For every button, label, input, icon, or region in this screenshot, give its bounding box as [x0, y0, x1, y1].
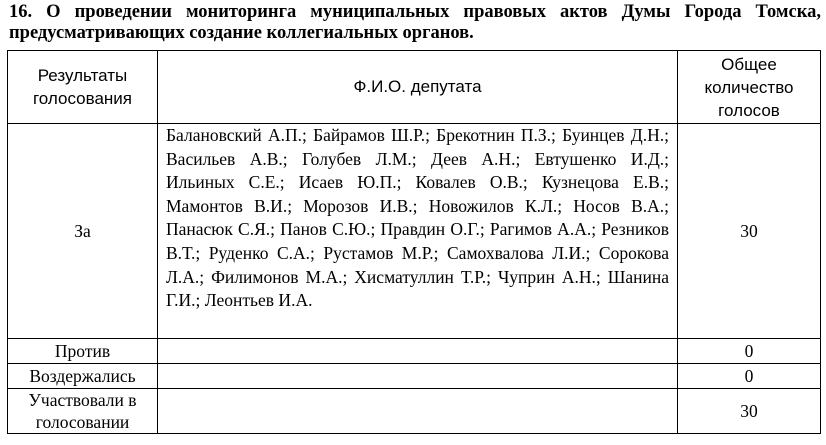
- header-voting-results: Результаты голосования: [8, 51, 158, 124]
- vote-count: 0: [678, 364, 821, 389]
- deputy-list: [158, 389, 678, 434]
- result-label: Воздержались: [8, 364, 158, 389]
- deputy-list: [158, 124, 678, 339]
- table-row: [8, 339, 821, 364]
- voting-results-table: [7, 50, 821, 434]
- result-label: За: [8, 124, 158, 339]
- table-row: [8, 124, 821, 339]
- vote-count: 0: [678, 339, 821, 364]
- vote-count: 30: [678, 124, 821, 339]
- table-row: [8, 389, 821, 434]
- deputy-list-text: Балановский А.П.; Байрамов Ш.Р.; Брекотнин П.З.; Буинцев Д.Н.; Васильев А.В.; Голубев Л.М.; Деев А.Н.; Евтушенко И.Д.; Ильиных С.Е.; Исаев Ю.П.; Ковалев О.В.; Кузнецова Е.В.; Мамонтов В.И.; Морозов И.В.; Новожилов К.Л.; Носов В.А.; Панасюк С.Я.; Панов С.Ю.; Правдин О.Г.; Рагимов А.А.; Резников В.Т.; Руденко С.А.; Рустамов М.Р.; Самохвалова Л.И.; Сорокова Л.А.; Филимонов М.А.; Хисматуллин Т.Р.; Чуприн А.Н.; Шанина Г.И.; Леонтьев И.А.: [166, 125, 669, 311]
- table-row: [8, 364, 821, 389]
- result-label: Против: [8, 339, 158, 364]
- result-label: Участвовали в голосовании: [8, 389, 158, 434]
- vote-count: 30: [678, 389, 821, 434]
- section-heading: 16. О проведении мониторинга муниципальных правовых актов Думы Города Томска, предусматривающих создание коллегиальных органов.: [9, 2, 821, 43]
- header-total-votes: Общее количество голосов: [678, 51, 821, 124]
- header-deputy-name: Ф.И.О. депутата: [158, 51, 678, 124]
- table-header-row: [8, 51, 821, 124]
- deputy-list: [158, 364, 678, 389]
- deputy-list: [158, 339, 678, 364]
